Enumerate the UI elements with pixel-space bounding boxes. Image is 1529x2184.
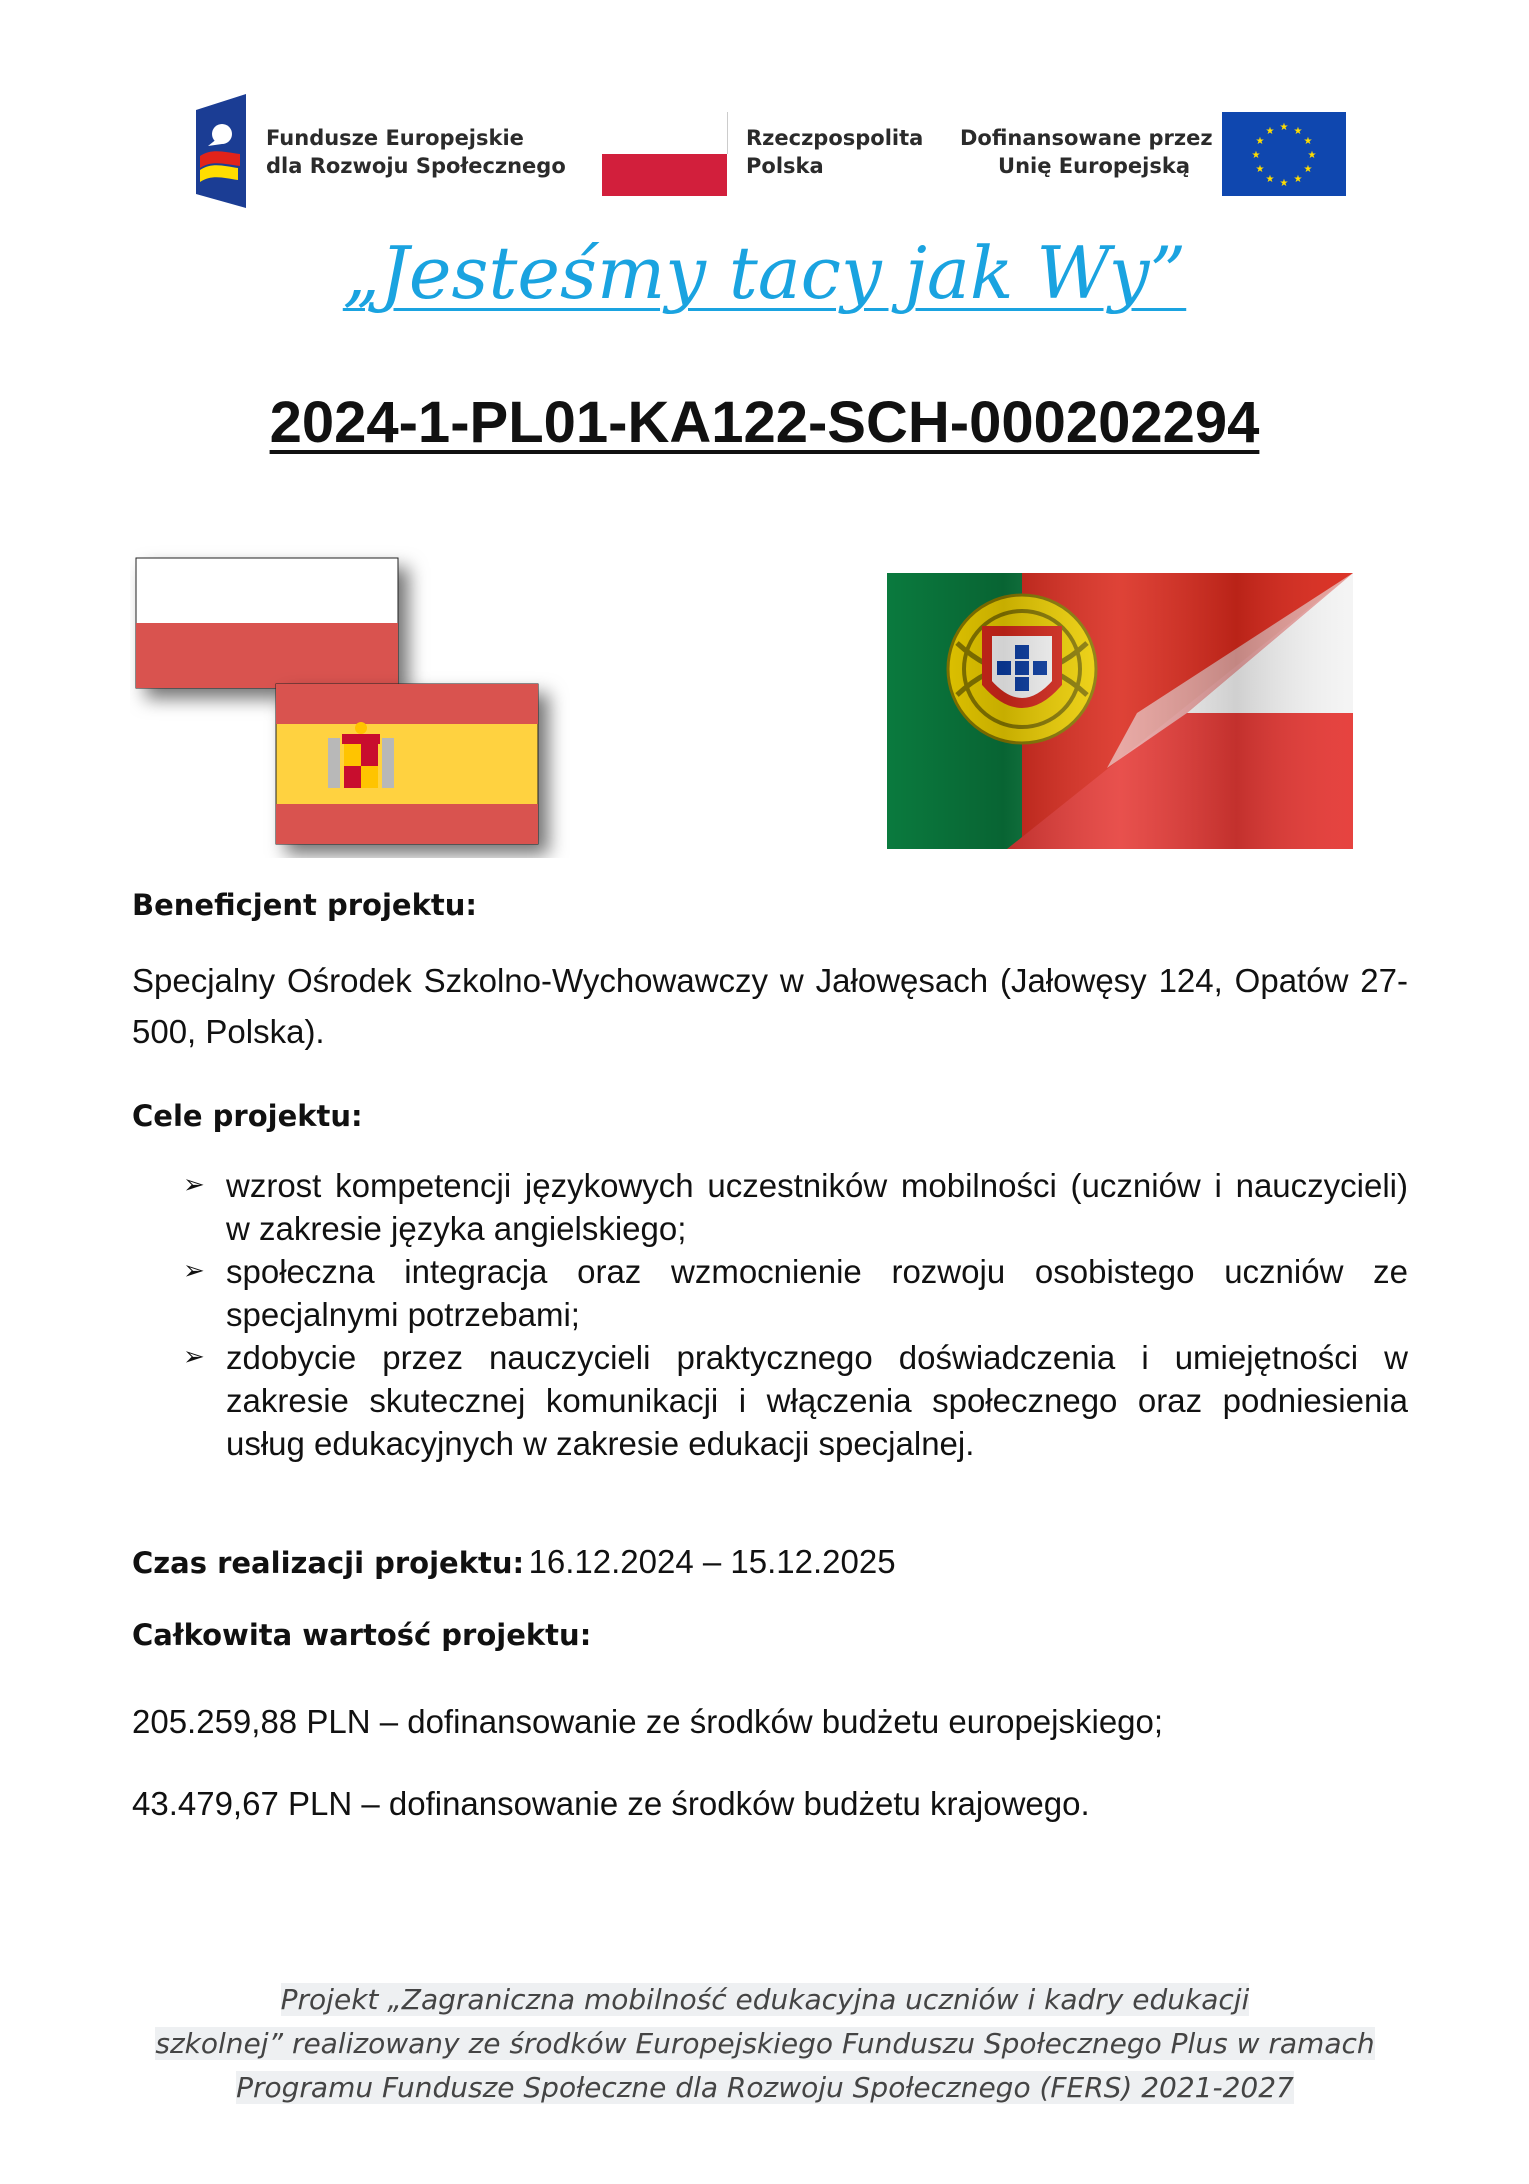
goal-item-text: wzrost kompetencji językowych uczestników mobilności (uczniów i nauczycieli) w zakresie języka angielskiego; — [226, 1167, 1408, 1247]
fe-logo-line2: dla Rozwoju Społecznego — [266, 154, 566, 178]
eu-flag-icon — [1222, 112, 1346, 196]
svg-text:★: ★ — [1279, 122, 1289, 133]
project-code: 2024-1-PL01-KA122-SCH-000202294 — [269, 390, 1260, 455]
ue-logo-line2: Unię Europejską — [998, 154, 1190, 178]
goal-item-text: zdobycie przez nauczycieli praktycznego doświadczenia i umiejętności w zakresie skutecznej komunikacji i włączenia społecznego oraz podniesienia usług edukacyjnych w zakresie edukacji specjalnej. — [226, 1339, 1408, 1462]
svg-text:★: ★ — [1255, 164, 1265, 175]
project-motto: „Jesteśmy tacy jak Wy” — [342, 231, 1187, 315]
goal-item — [183, 1164, 1408, 1250]
portugal-poland-flag-image — [887, 573, 1353, 849]
goals-heading: Cele projektu: — [132, 1099, 363, 1133]
rp-logo-line1: Rzeczpospolita — [746, 126, 924, 150]
fe-logo-line1: Fundusze Europejskie — [266, 126, 524, 150]
rp-logo-line2: Polska — [746, 154, 824, 178]
footer-line3: Programu Fundusze Społeczne dla Rozwoju Społecznego (FERS) 2021-2027 — [236, 2071, 1294, 2104]
arrow-bullet-icon: ➢ — [183, 1170, 205, 1200]
goal-item — [183, 1250, 1408, 1336]
svg-text:★: ★ — [1279, 178, 1289, 189]
goal-item — [183, 1336, 1408, 1465]
timeline-value: 16.12.2024 – 15.12.2025 — [528, 1543, 896, 1580]
ue-logo-line1: Dofinansowane przez — [960, 126, 1213, 150]
rp-logo-text — [746, 124, 923, 180]
svg-text:★: ★ — [1303, 136, 1313, 147]
beneficiary-heading: Beneficjent projektu: — [132, 888, 477, 922]
ue-logo-text — [960, 124, 1213, 180]
arrow-bullet-icon: ➢ — [183, 1256, 205, 1286]
svg-text:★: ★ — [1303, 164, 1313, 175]
goals-list — [183, 1164, 1408, 1465]
svg-text:★: ★ — [1255, 136, 1265, 147]
value-national: 43.479,67 PLN – dofinansowanie ze środków budżetu krajowego. — [132, 1785, 1090, 1822]
svg-text:★: ★ — [1251, 150, 1261, 161]
footer-note — [120, 1978, 1410, 2110]
svg-text:★: ★ — [1293, 174, 1303, 185]
beneficiary-text: Specjalny Ośrodek Szkolno-Wychowawczy w Jałowęsach (Jałowęsy 124, Opatów 27-500, Polska). — [132, 962, 1408, 1050]
timeline-heading: Czas realizacji projektu: — [132, 1546, 525, 1580]
poland-spain-flags-image — [130, 538, 570, 858]
svg-text:★: ★ — [1265, 174, 1275, 185]
timeline-row — [132, 1536, 896, 1587]
svg-text:★: ★ — [1265, 126, 1275, 137]
poland-flag-icon — [136, 558, 398, 688]
svg-text:★: ★ — [1293, 126, 1303, 137]
footer-line2: szkolnej” realizowany ze środków Europejskiego Funduszu Społecznego Plus w ramach — [155, 2027, 1375, 2060]
footer-line1: Projekt „Zagraniczna mobilność edukacyjna uczniów i kadry edukacji — [280, 1983, 1250, 2016]
goal-item-text: społeczna integracja oraz wzmocnienie rozwoju osobistego uczniów ze specjalnymi potrzebami; — [226, 1253, 1408, 1333]
logo-strip — [190, 92, 1350, 212]
fe-logo-text — [266, 124, 566, 180]
spain-flag-icon — [276, 684, 538, 844]
value-eu: 205.259,88 PLN – dofinansowanie ze środków budżetu europejskiego; — [132, 1703, 1164, 1740]
polish-flag-logo — [602, 112, 727, 196]
fundusze-europejskie-logo-icon — [194, 94, 252, 208]
svg-text:★: ★ — [1307, 150, 1317, 161]
value-heading: Całkowita wartość projektu: — [132, 1618, 592, 1652]
arrow-bullet-icon: ➢ — [183, 1342, 205, 1372]
